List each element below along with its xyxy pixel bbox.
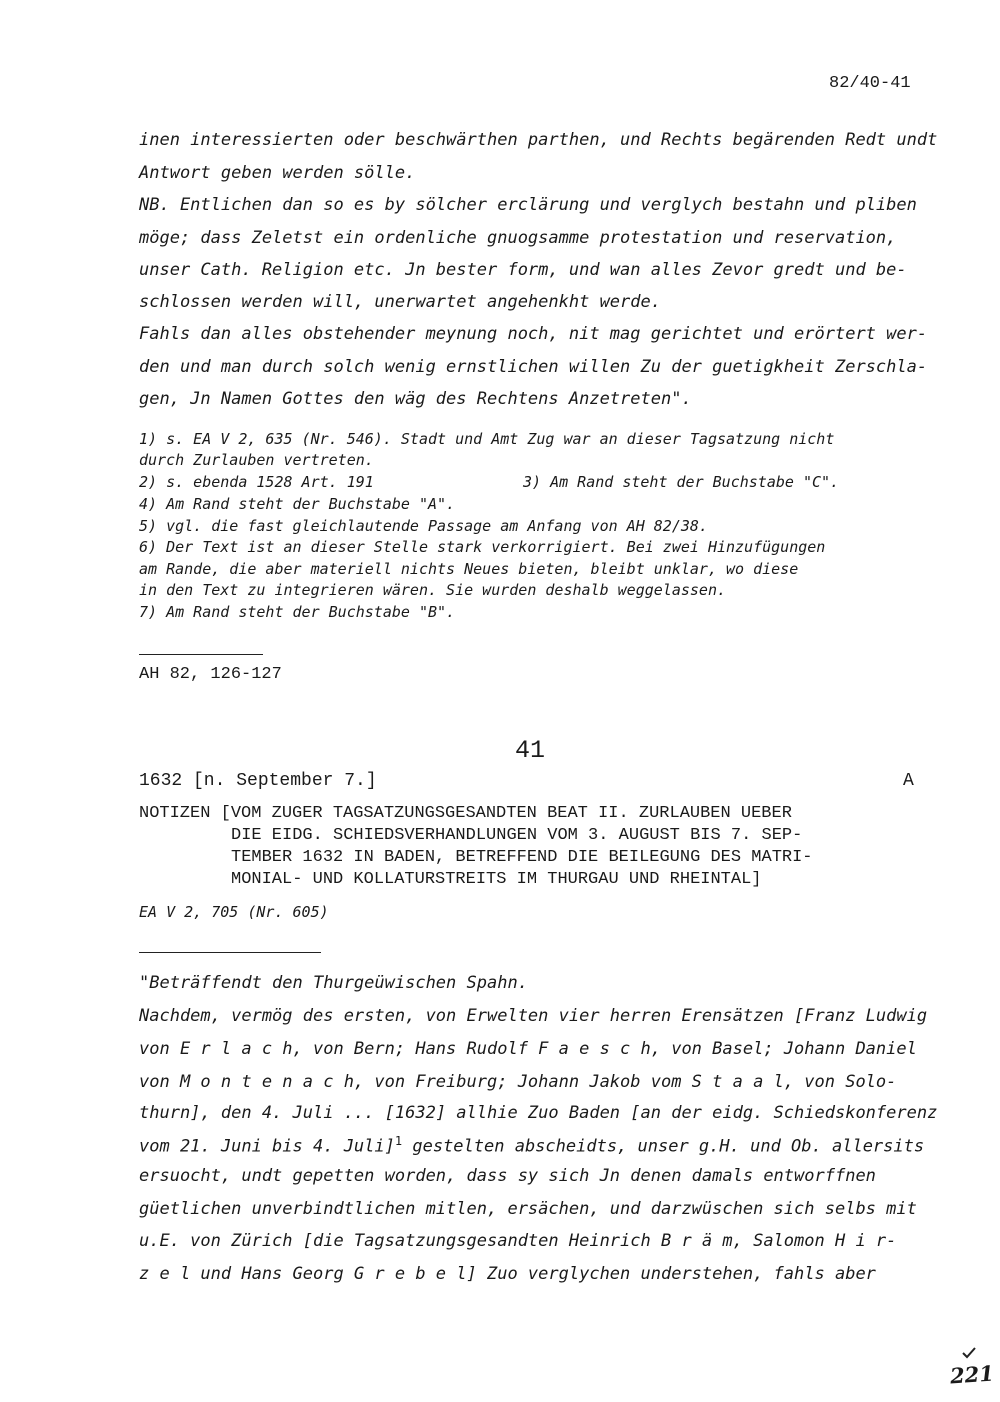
footnote-line: 1) s. EA V 2, 635 (Nr. 546). Stadt und Amt Zug war an dieser Tagsatzung nicht	[139, 430, 835, 448]
handwritten-page-number: 221	[949, 1360, 995, 1389]
text-line: Antwort geben werden sölle.	[139, 163, 416, 183]
text-line: u.E. von Zürich [die Tagsatzungsgesandten Heinrich B r ä m, Salomon H i r-	[139, 1231, 897, 1251]
text-line: von M o n t e n a c h, von Freiburg; Johann Jakob vom S t a a l, von Solo-	[139, 1072, 897, 1092]
text-line: güetlichen unverbindtlichen mitlen, ersächen, und darzwüschen sich selbs mit	[139, 1199, 917, 1219]
footnote-line: 3) Am Rand steht der Buchstabe "C".	[523, 473, 840, 491]
ea-reference: EA V 2, 705 (Nr. 605)	[139, 903, 329, 921]
footnote-line: 7) Am Rand steht der Buchstabe "B".	[139, 603, 456, 621]
document-number: 41	[515, 736, 546, 765]
footnote-line: durch Zurlauben vertreten.	[139, 451, 374, 469]
footnote-line: am Rande, die aber materiell nichts Neues bieten, bleibt unklar, wo diese	[139, 560, 799, 578]
heading-line: DIE EIDG. SCHIEDSVERHANDLUNGEN VOM 3. AUGUST BIS 7. SEP-	[231, 826, 803, 845]
text-line: ersuocht, undt gepetten worden, dass sy sich Jn denen damals entworffnen	[139, 1166, 876, 1186]
separator-rule	[139, 952, 321, 953]
page-reference: 82/40-41	[829, 74, 911, 93]
footnote-line: in den Text zu integrieren wären. Sie wurden deshalb weggelassen.	[139, 581, 726, 599]
footnote-line: 4) Am Rand steht der Buchstabe "A".	[139, 495, 456, 513]
text-line: "Beträffendt den Thurgeüwischen Spahn.	[139, 973, 528, 993]
footnote-line: 5) vgl. die fast gleichlautende Passage am Anfang von AH 82/38.	[139, 517, 708, 535]
check-mark-icon	[962, 1344, 976, 1363]
date-line: 1632 [n. September 7.]	[139, 771, 377, 791]
footnote-mark: 1	[394, 1134, 403, 1148]
text-line: gen, Jn Namen Gottes den wäg des Rechtens Anzetreten".	[139, 389, 692, 409]
document-letter: A	[903, 771, 914, 791]
text-line: möge; dass Zeletst ein ordenliche gnuogsamme protestation und reservation,	[139, 228, 897, 248]
text-line: NB. Entlichen dan so es by sölcher erclärung und verglych bestahn und pliben	[139, 195, 917, 215]
text-line	[139, 1134, 924, 1157]
text-line: unser Cath. Religion etc. Jn bester form, und wan alles Zevor gredt und be-	[139, 260, 907, 280]
text-line: Fahls dan alles obstehender meynung noch, nit mag gerichtet und erörtert wer-	[139, 324, 928, 344]
text-line: inen interessierten oder beschwärthen parthen, und Rechts begärenden Redt undt	[139, 130, 938, 150]
footnote-line: 2) s. ebenda 1528 Art. 191	[139, 473, 374, 491]
footnote-line: 6) Der Text ist an dieser Stelle stark verkorrigiert. Bei zwei Hinzufügungen	[139, 538, 826, 556]
text-line: schlossen werden will, unerwartet angehenkht werde.	[139, 292, 661, 312]
separator-rule	[139, 654, 263, 655]
text-line: Nachdem, vermög des ersten, von Erwelten vier herren Erensätzen [Franz Ludwig	[139, 1006, 928, 1026]
heading-line: NOTIZEN [VOM ZUGER TAGSATZUNGSGESANDTEN BEAT II. ZURLAUBEN UEBER	[139, 804, 792, 823]
text-line: von E r l a c h, von Bern; Hans Rudolf F a e s c h, von Basel; Johann Daniel	[139, 1039, 917, 1059]
text-line: thurn], den 4. Juli ... [1632] allhie Zuo Baden [an der eidg. Schiedskonferenz	[139, 1103, 938, 1123]
source-reference: AH 82, 126-127	[139, 665, 282, 684]
text-line: den und man durch solch wenig ernstlichen willen Zu der guetigkheit Zerschla-	[139, 357, 928, 377]
text-segment: gestelten abscheidts, unser g.H. und Ob. allersits	[412, 1136, 925, 1157]
heading-line: TEMBER 1632 IN BADEN, BETREFFEND DIE BEILEGUNG DES MATRI-	[231, 848, 813, 867]
heading-line: MONIAL- UND KOLLATURSTREITS IM THURGAU UND RHEINTAL]	[231, 870, 762, 889]
text-segment: vom 21. Juni bis 4. Juli]	[139, 1136, 395, 1157]
text-line: z e l und Hans Georg G r e b e l] Zuo verglychen understehen, fahls aber	[139, 1264, 876, 1284]
